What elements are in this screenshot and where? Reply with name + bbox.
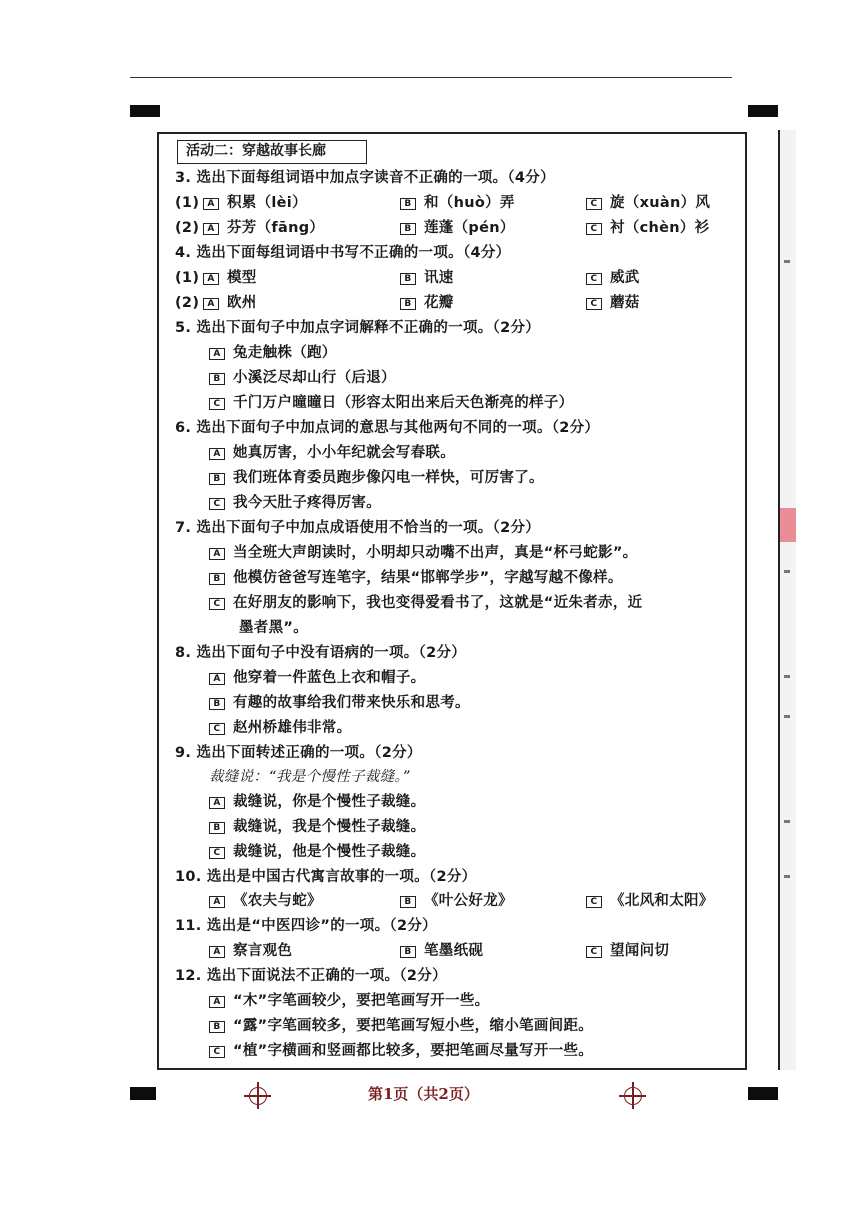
q3-row2-option-a: A 芬芳（fāng）: [203, 218, 324, 238]
q5-option-b: B 小溪泛尽却山行（后退）: [209, 368, 396, 388]
section-title: 活动二：穿越故事长廊: [177, 140, 367, 164]
registration-mark-bottom-right: [748, 1087, 778, 1100]
q11-option-b: B 笔墨纸砚: [400, 941, 483, 961]
q7-option-c: C 在好朋友的影响下，我也变得爱看书了，这就是“近朱者赤，近: [209, 593, 642, 613]
registration-mark-bottom-left: [130, 1087, 156, 1100]
edge-tick: [784, 820, 790, 823]
q6-stem: 6. 选出下面句子中加点词的意思与其他两句不同的一项。（2分）: [175, 420, 600, 436]
q9-quote: 裁缝说：“我是个慢性子裁缝。”: [209, 769, 410, 785]
top-rule: [130, 77, 732, 78]
q3-row2-option-b: B 莲蓬（pén）: [400, 218, 515, 238]
q4-stem: 4. 选出下面每组词语中书写不正确的一项。（4分）: [175, 245, 511, 261]
q6-option-a: A 她真厉害，小小年纪就会写春联。: [209, 443, 455, 463]
q5-option-c: C 千门万户曈曈日（形容太阳出来后天色渐亮的样子）: [209, 393, 573, 413]
q8-option-c: C 赵州桥雄伟非常。: [209, 718, 351, 738]
crosshair-left-icon: [249, 1087, 267, 1105]
q9-option-c: C 裁缝说，他是个慢性子裁缝。: [209, 842, 425, 862]
q12-option-b: B “露”字笔画较多，要把笔画写短小些，缩小笔画间距。: [209, 1016, 593, 1036]
q9-option-a: A 裁缝说，你是个慢性子裁缝。: [209, 792, 425, 812]
q3-row1-option-b: B 和（huò）弄: [400, 193, 515, 213]
q5-option-a: A 兔走触株（跑）: [209, 343, 337, 363]
q4-row1-option-b: B 讯速: [400, 268, 454, 288]
q9-stem: 9. 选出下面转述正确的一项。（2分）: [175, 745, 422, 761]
q8-option-a: A 他穿着一件蓝色上衣和帽子。: [209, 668, 425, 688]
edge-tick: [784, 260, 790, 263]
q9-option-b: B 裁缝说，我是个慢性子裁缝。: [209, 817, 425, 837]
q10-stem: 10. 选出是中国古代寓言故事的一项。（2分）: [175, 869, 477, 885]
q3-row1-number: (1): [175, 195, 200, 211]
page-number: 第1页（共2页）: [368, 1085, 479, 1103]
q4-row2-option-a: A 欧州: [203, 293, 257, 313]
edge-tick: [784, 675, 790, 678]
q11-stem: 11. 选出是“中医四诊”的一项。（2分）: [175, 918, 437, 934]
q8-option-b: B 有趣的故事给我们带来快乐和思考。: [209, 693, 470, 713]
q10-option-a: A 《农夫与蛇》: [209, 891, 322, 911]
edge-tick: [784, 715, 790, 718]
q4-row1-option-a: A 模型: [203, 268, 257, 288]
registration-mark-top-left: [130, 105, 160, 117]
q7-stem: 7. 选出下面句子中加点成语使用不恰当的一项。（2分）: [175, 520, 541, 536]
q4-row1-number: (1): [175, 270, 200, 286]
q12-option-a: A “木”字笔画较少，要把笔画写开一些。: [209, 991, 489, 1011]
q12-stem: 12. 选出下面说法不正确的一项。（2分）: [175, 968, 447, 984]
q4-row2-option-c: C 蘑菇: [586, 293, 640, 313]
crosshair-right-icon: [624, 1087, 642, 1105]
next-page-edge: [778, 130, 796, 1070]
q3-row2-number: (2): [175, 220, 200, 236]
q8-stem: 8. 选出下面句子中没有语病的一项。（2分）: [175, 645, 467, 661]
q4-row2-number: (2): [175, 295, 200, 311]
q7-option-c-continued: 墨者黑”。: [239, 620, 309, 636]
q3-stem: 3. 选出下面每组词语中加点字读音不正确的一项。（4分）: [175, 170, 555, 186]
q11-option-c: C 望闻问切: [586, 941, 669, 961]
next-page-color-strip: [780, 508, 796, 542]
q10-option-c: C 《北风和太阳》: [586, 891, 714, 911]
q6-option-b: B 我们班体育委员跑步像闪电一样快，可厉害了。: [209, 468, 544, 488]
edge-tick: [784, 570, 790, 573]
registration-mark-top-right: [748, 105, 778, 117]
q10-option-b: B 《叶公好龙》: [400, 891, 513, 911]
q3-row2-option-c: C 衬（chèn）衫: [586, 218, 709, 238]
q6-option-c: C 我今天肚子疼得厉害。: [209, 493, 381, 513]
q11-option-a: A 察言观色: [209, 941, 292, 961]
q3-row1-option-a: A 积累（lèi）: [203, 193, 307, 213]
edge-tick: [784, 875, 790, 878]
q4-row2-option-b: B 花瓣: [400, 293, 454, 313]
q4-row1-option-c: C 威武: [586, 268, 640, 288]
q5-stem: 5. 选出下面句子中加点字词解释不正确的一项。（2分）: [175, 320, 541, 336]
q7-option-a: A 当全班大声朗读时，小明却只动嘴不出声，真是“杯弓蛇影”。: [209, 543, 637, 563]
q3-row1-option-c: C 旋（xuàn）风: [586, 193, 710, 213]
q12-option-c: C “植”字横画和竖画都比较多，要把笔画尽量写开一些。: [209, 1041, 593, 1061]
q7-option-b: B 他模仿爸爸写连笔字，结果“邯郸学步”，字越写越不像样。: [209, 568, 623, 588]
